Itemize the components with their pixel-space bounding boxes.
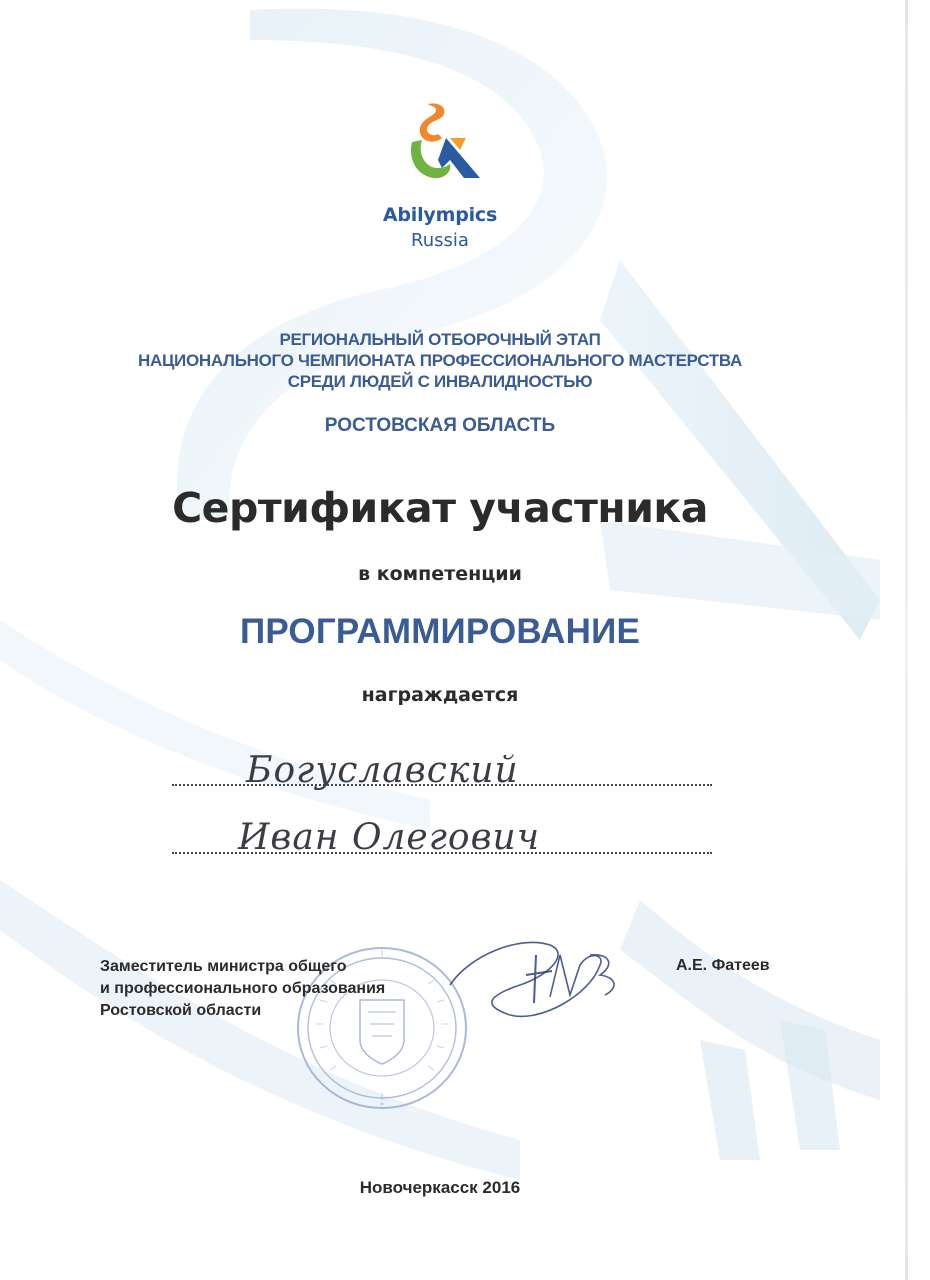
competence-label: в компетенции (358, 563, 522, 585)
abilympics-logo (398, 98, 490, 188)
brand-country: Russia (411, 230, 469, 251)
heading-line-1: РЕГИОНАЛЬНЫЙ ОТБОРОЧНЫЙ ЭТАП (279, 330, 601, 349)
signatory-position-line-1: Заместитель министра общего (100, 958, 347, 975)
name-line-2 (172, 852, 712, 854)
competence-name: ПРОГРАММИРОВАНИЕ (239, 612, 640, 651)
recipient-surname: Богуславский (246, 750, 519, 791)
signatory-name: А.Е. Фатеев (676, 957, 770, 974)
brand-name: Abilympics (382, 204, 498, 226)
name-line-1 (172, 784, 712, 786)
awarded-label: награждается (361, 684, 519, 706)
heading-line-2: НАЦИОНАЛЬНОГО ЧЕМПИОНАТА ПРОФЕССИОНАЛЬНОГО МАСТЕРСТВА (137, 351, 743, 370)
signatory-position-line-2: и профессионального образования (100, 980, 386, 997)
recipient-given-names: Иван Олегович (238, 817, 541, 858)
certificate-title: Сертификат участника (172, 484, 708, 532)
region-title: РОСТОВСКАЯ ОБЛАСТЬ (324, 415, 556, 436)
handwritten-signature (440, 925, 640, 1035)
sheet-edge (905, 0, 908, 1280)
signatory-position-line-3: Ростовской области (100, 1002, 262, 1019)
place-and-year: Новочеркасск 2016 (359, 1178, 521, 1197)
svg-text:*: * (380, 1101, 384, 1110)
heading-line-3: СРЕДИ ЛЮДЕЙ С ИНВАЛИДНОСТЬЮ (287, 372, 593, 391)
